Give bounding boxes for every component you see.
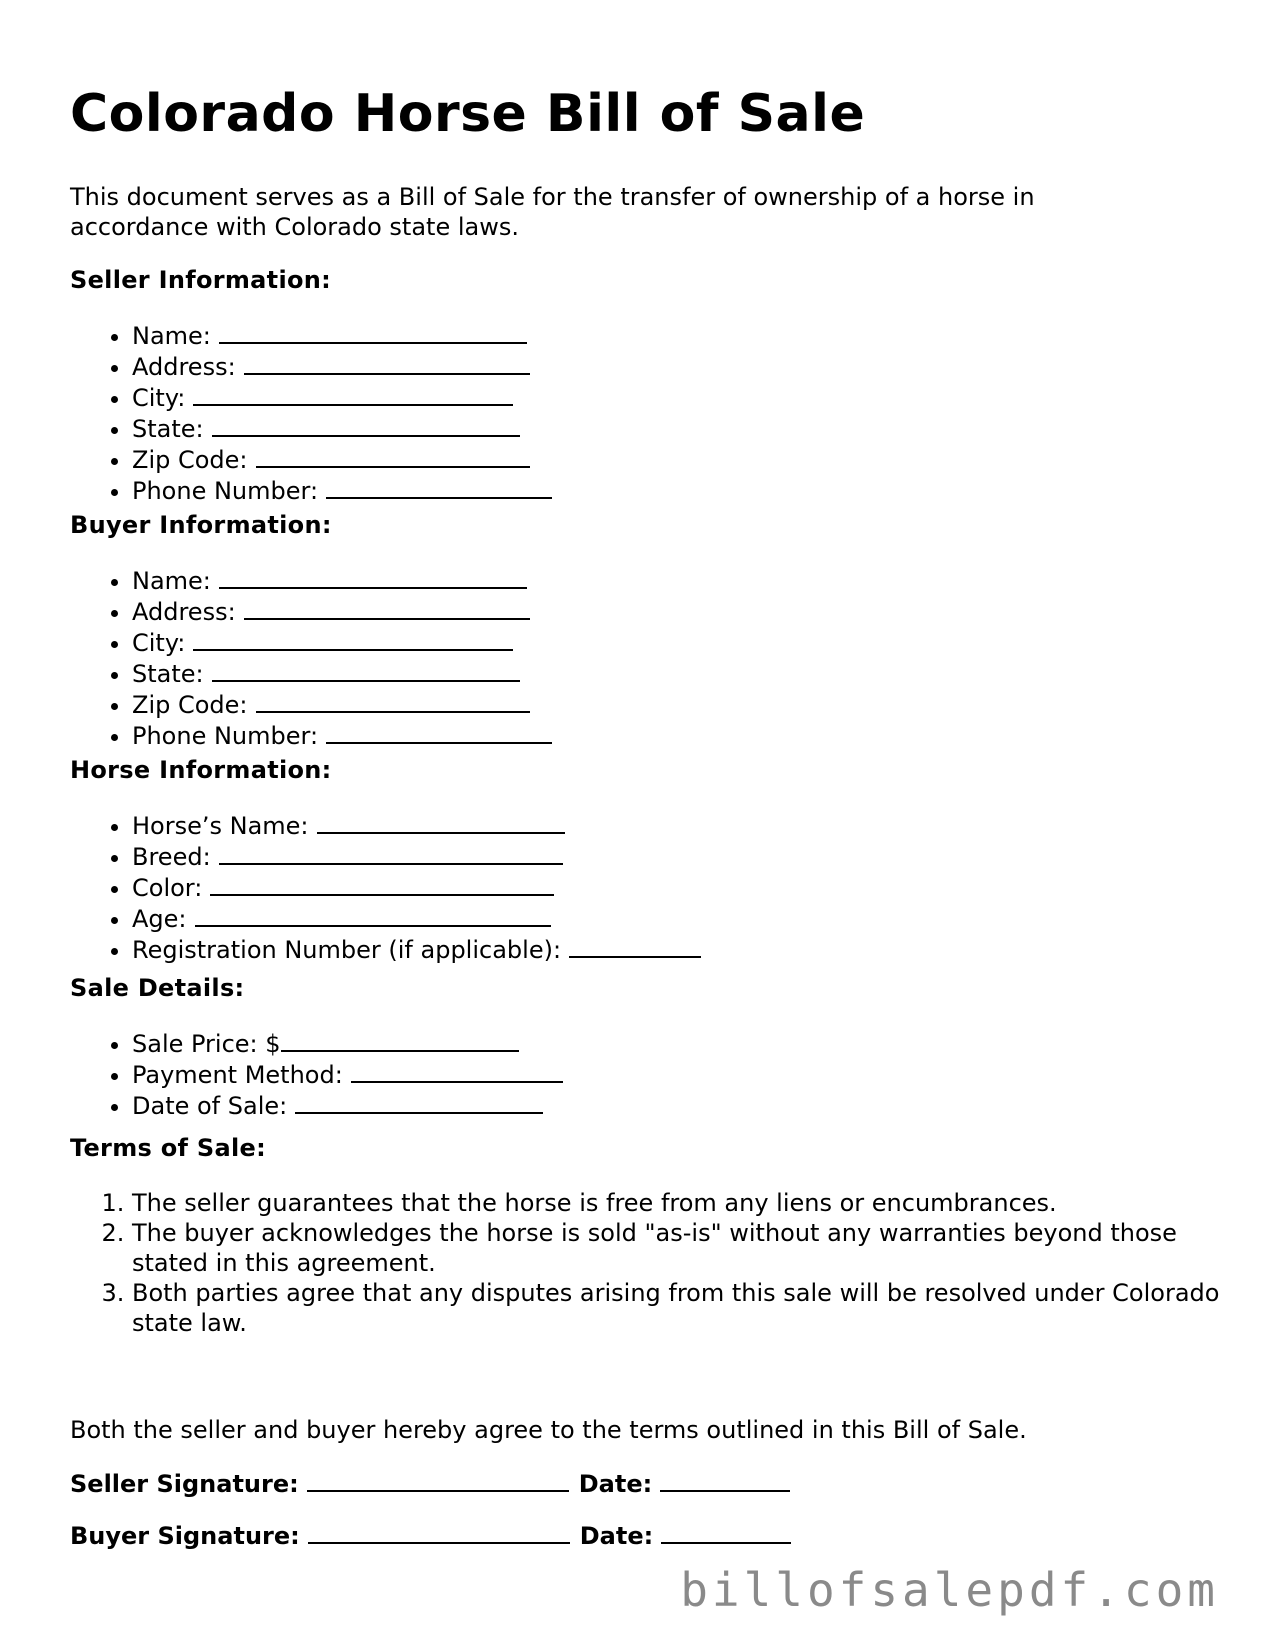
list-item — [132, 1028, 563, 1059]
horse-registration-field[interactable] — [569, 934, 701, 958]
agreement-statement: Both the seller and buyer hereby agree to the terms outlined in this Bill of Sale. — [70, 1416, 1027, 1444]
seller-signature-field[interactable] — [307, 1468, 569, 1492]
list-item — [132, 444, 552, 475]
horse-breed-field[interactable] — [219, 841, 563, 865]
list-item — [132, 934, 701, 965]
terms-heading: Terms of Sale: — [70, 1134, 267, 1162]
horse-heading: Horse Information: — [70, 756, 332, 784]
horse-name-field[interactable] — [317, 810, 565, 834]
buyer-date-field[interactable] — [661, 1520, 791, 1544]
buyer-date-label: Date: — [579, 1522, 654, 1550]
list-item: 2. The buyer acknowledges the horse is sold "as-is" without any warranties beyond those stated in this agreement. — [132, 1218, 1222, 1278]
list-item — [132, 475, 552, 506]
buyer-state-label: State: — [132, 660, 204, 688]
seller-date-field[interactable] — [660, 1468, 790, 1492]
horse-name-label: Horse’s Name: — [132, 812, 309, 840]
sale-fields — [70, 1028, 563, 1121]
horse-age-label: Age: — [132, 905, 187, 933]
list-item — [132, 720, 552, 751]
seller-state-label: State: — [132, 415, 204, 443]
horse-color-field[interactable] — [210, 872, 554, 896]
seller-name-field[interactable] — [219, 320, 527, 344]
seller-date-label: Date: — [578, 1470, 653, 1498]
payment-method-field[interactable] — [351, 1059, 563, 1083]
list-item — [132, 841, 701, 872]
seller-address-label: Address: — [132, 353, 236, 381]
list-item — [132, 1059, 563, 1090]
seller-phone-label: Phone Number: — [132, 477, 319, 505]
sale-price-field[interactable] — [281, 1028, 519, 1052]
sale-heading: Sale Details: — [70, 974, 245, 1002]
list-item — [132, 382, 552, 413]
seller-city-label: City: — [132, 384, 186, 412]
seller-signature-label: Seller Signature: — [70, 1470, 299, 1498]
list-item — [132, 627, 552, 658]
seller-zip-field[interactable] — [256, 444, 530, 468]
seller-fields — [70, 320, 552, 506]
buyer-name-label: Name: — [132, 567, 211, 595]
seller-address-field[interactable] — [244, 351, 530, 375]
horse-breed-label: Breed: — [132, 843, 211, 871]
payment-method-label: Payment Method: — [132, 1061, 343, 1089]
buyer-city-label: City: — [132, 629, 186, 657]
list-item — [132, 596, 552, 627]
seller-heading: Seller Information: — [70, 266, 332, 294]
list-item: 1. The seller guarantees that the horse is free from any liens or encumbrances. — [132, 1188, 1222, 1218]
buyer-zip-label: Zip Code: — [132, 691, 248, 719]
sale-price-label: Sale Price: $ — [132, 1030, 281, 1058]
list-item — [132, 903, 701, 934]
seller-signature-row — [70, 1468, 800, 1498]
seller-phone-field[interactable] — [326, 475, 552, 499]
buyer-phone-label: Phone Number: — [132, 722, 319, 750]
intro-paragraph: This document serves as a Bill of Sale for the transfer of ownership of a horse in accordance with Colorado state laws. — [70, 183, 1035, 241]
list-item — [132, 872, 701, 903]
seller-city-field[interactable] — [193, 382, 513, 406]
buyer-signature-label: Buyer Signature: — [70, 1522, 300, 1550]
horse-age-field[interactable] — [195, 903, 551, 927]
buyer-zip-field[interactable] — [256, 689, 530, 713]
date-of-sale-field[interactable] — [295, 1090, 543, 1114]
page-title: Colorado Horse Bill of Sale — [70, 84, 866, 144]
buyer-state-field[interactable] — [212, 658, 520, 682]
list-item — [132, 1090, 563, 1121]
list-item: 3. Both parties agree that any disputes arising from this sale will be resolved under Colorado state law. — [132, 1278, 1222, 1338]
buyer-address-field[interactable] — [244, 596, 530, 620]
buyer-address-label: Address: — [132, 598, 236, 626]
list-item — [132, 689, 552, 720]
horse-fields — [70, 810, 701, 965]
watermark: billofsalepdf.com — [680, 1563, 1219, 1617]
buyer-city-field[interactable] — [193, 627, 513, 651]
buyer-name-field[interactable] — [219, 565, 527, 589]
seller-name-label: Name: — [132, 322, 211, 350]
horse-color-label: Color: — [132, 874, 203, 902]
seller-zip-label: Zip Code: — [132, 446, 248, 474]
list-item — [132, 320, 552, 351]
date-of-sale-label: Date of Sale: — [132, 1092, 288, 1120]
buyer-signature-field[interactable] — [308, 1520, 570, 1544]
seller-state-field[interactable] — [212, 413, 520, 437]
list-item — [132, 565, 552, 596]
buyer-phone-field[interactable] — [326, 720, 552, 744]
buyer-heading: Buyer Information: — [70, 511, 332, 539]
list-item — [132, 810, 701, 841]
terms-list — [70, 1188, 1222, 1338]
buyer-fields — [70, 565, 552, 751]
horse-registration-label: Registration Number (if applicable): — [132, 936, 562, 964]
buyer-signature-row — [70, 1520, 801, 1550]
list-item — [132, 351, 552, 382]
list-item — [132, 658, 552, 689]
list-item — [132, 413, 552, 444]
